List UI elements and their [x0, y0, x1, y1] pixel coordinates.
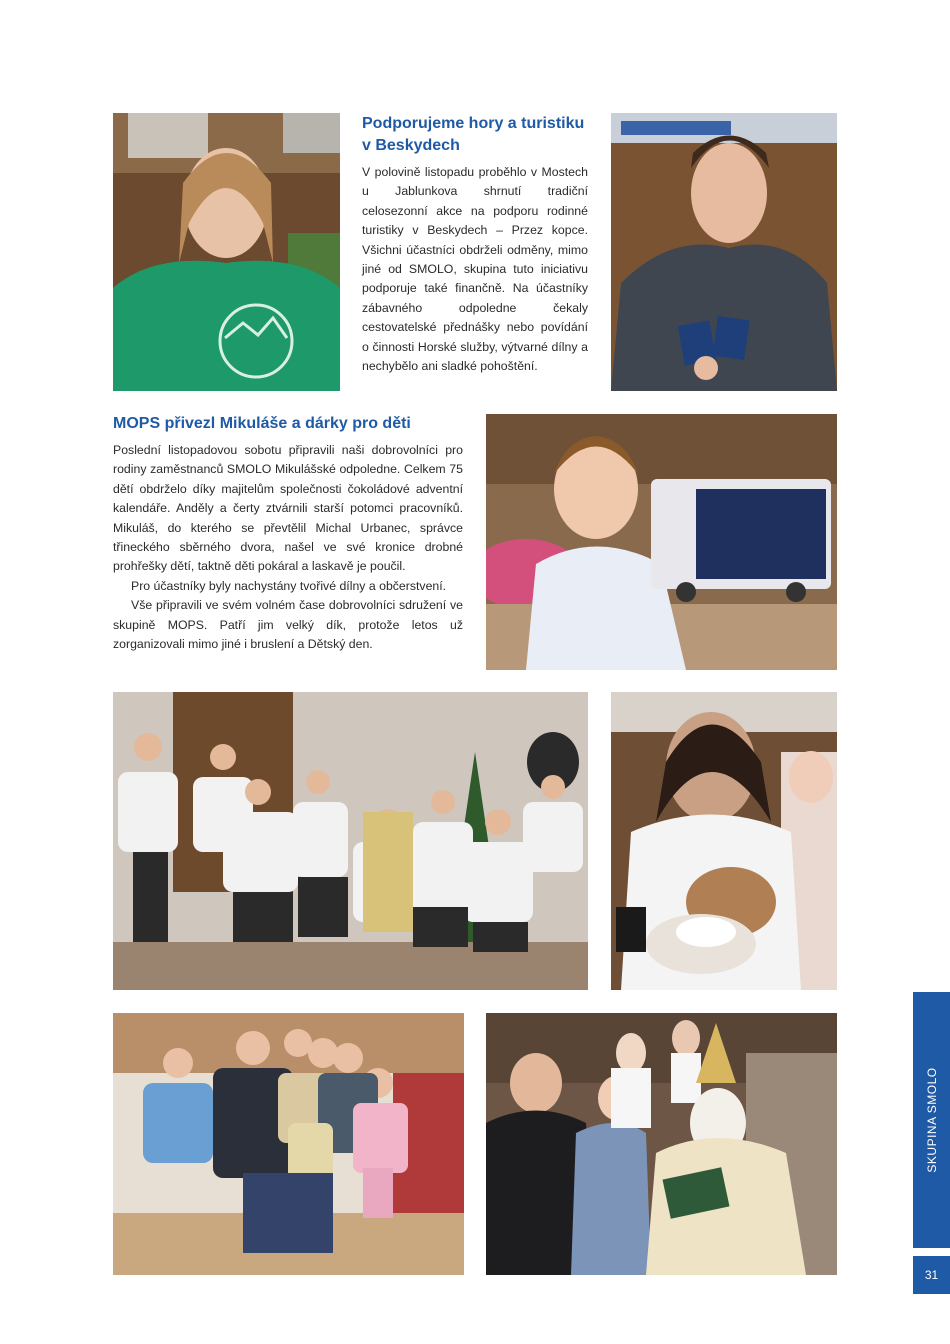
section-title-mops: MOPS přivezl Mikuláše a dárky pro děti — [113, 415, 411, 432]
page-number: 31 — [913, 1256, 950, 1294]
mops-paragraph-1: Poslední listopadovou sobotu připravili naši dobrovolníci pro rodiny zaměstnanců SMOLO Mikulášské odpoledne. Celkem 75 dětí obdrželo díky majitelům společnosti čokoládové adventní kalendáře. Anděly a čerty ztvárnili starší potomci pracovníků. Mikuláš, do kterého se převtělil Michal Urbanec, správce třineckého sběrného dvora, našel ve své kronice drobné prohřešky dětí, taktně děti pokáral a laskavě je poučil. — [113, 443, 463, 574]
photo-volunteers-group — [113, 692, 588, 990]
photo-young-man-cards — [611, 113, 837, 391]
photo-woman-with-plate — [611, 692, 837, 990]
photo-boy-with-truck — [486, 414, 837, 670]
photo-family-group — [113, 1013, 464, 1275]
photo-woman-green-shirt — [113, 113, 340, 391]
section-body-hory: V polovině listopadu proběhlo v Mostech u Jablunkova shrnutí tradiční celosezonní akce na podporu rodinné turistiky v Beskydech – Przez kopce. Všichni účastníci obdrželi odměny, mimo jiné od SMOLO, skupina tuto iniciativu podporuje také finančně. Na účastníky zábavného odpoledne čekaly cestovatelské přednášky nebo povídání o činnosti Horské služby, výtvarné dílny a nechybělo ani sladké pohoštění. — [362, 165, 588, 374]
section-title-hory: Podporujeme hory a turistiku v Beskydech — [362, 115, 585, 154]
mops-paragraph-2: Pro účastníky byly nachystány tvořivé dílny a občerstvení. — [131, 578, 447, 593]
sidebar-label-text: SKUPINA SMOLO — [924, 1067, 939, 1173]
section-body-mops — [113, 441, 463, 654]
photo-mikulas-with-child — [486, 1013, 837, 1275]
mops-paragraph-3: Vše připravili ve svém volném čase dobrovolníci sdružení ve skupině MOPS. Patří jim velký dík, protože letos už zorganizovali mimo jiné i bruslení a Dětský den. — [113, 598, 463, 652]
sidebar-section-label — [913, 992, 950, 1248]
